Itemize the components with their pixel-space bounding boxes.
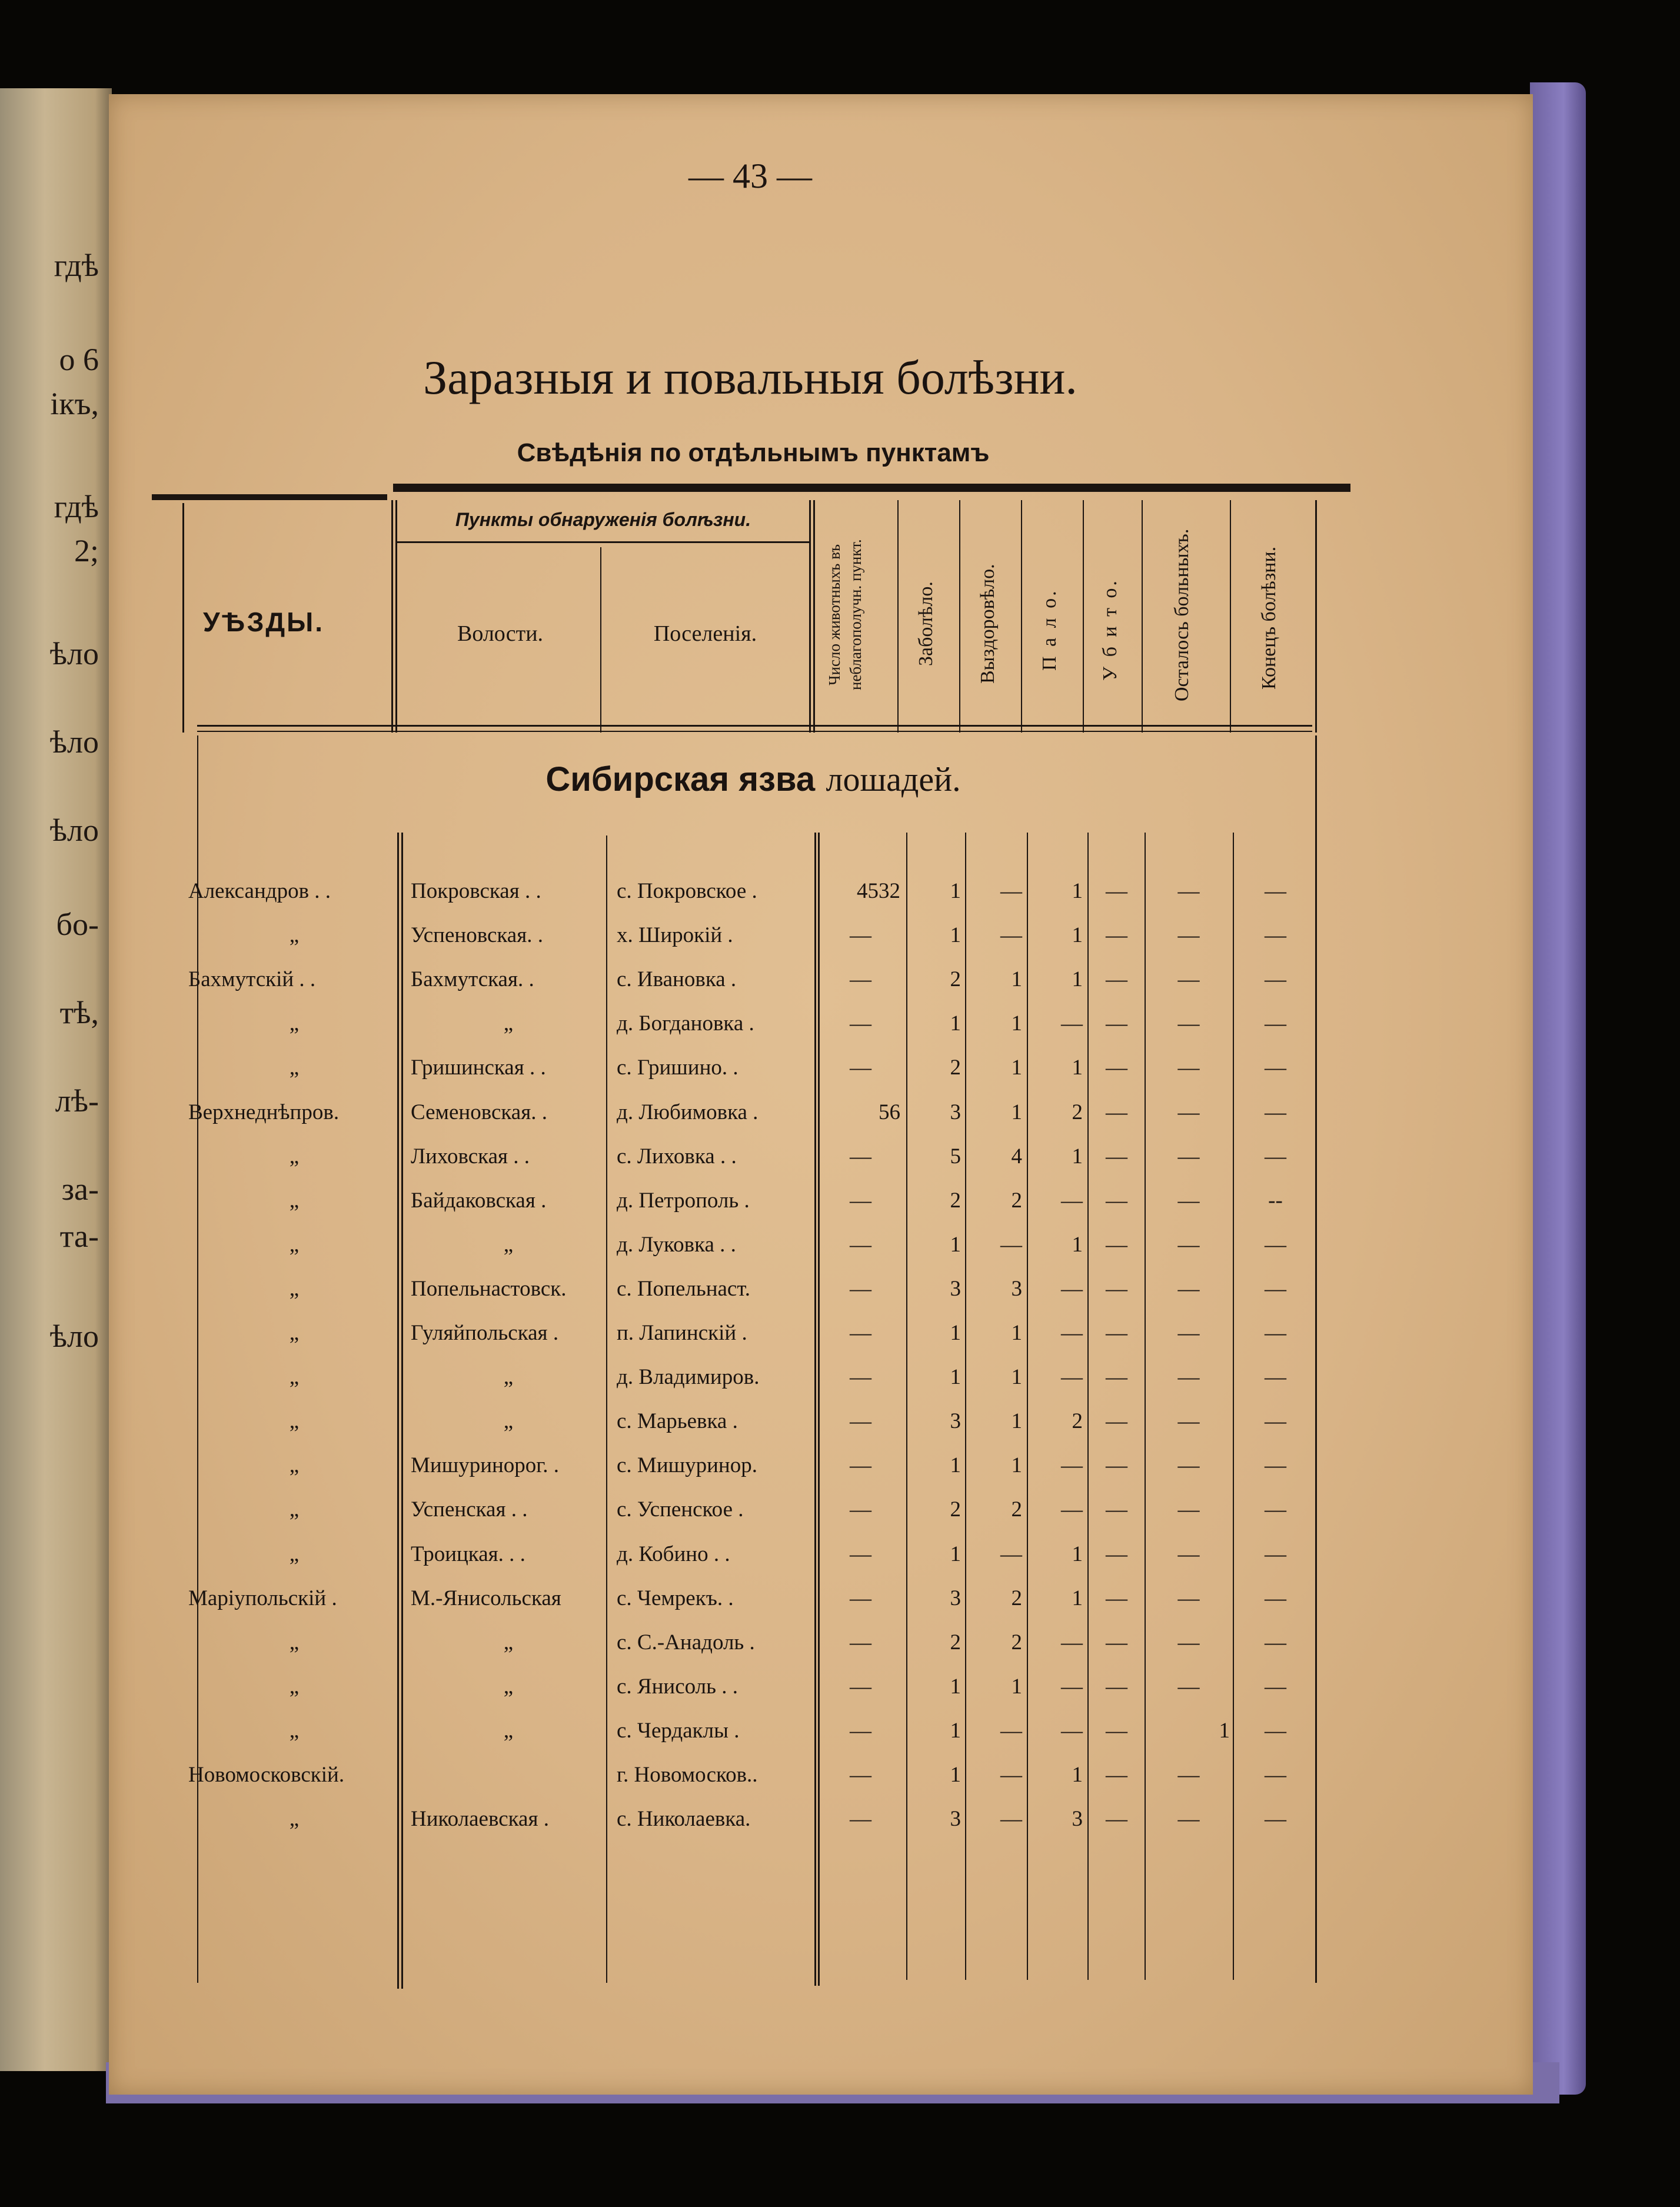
- table-row: [0, 1534, 1680, 1575]
- cell-ostalos: —: [1177, 1497, 1200, 1522]
- cell-vyzdorovelo: 1: [1011, 967, 1022, 992]
- cell-ubito: —: [1106, 1321, 1127, 1345]
- cell-konets: —: [1265, 1365, 1286, 1390]
- header-group-label: Пункты обнаруженія болѣзни.: [455, 509, 751, 530]
- cell-chislo: —: [850, 1542, 871, 1566]
- cell-vyzdorovelo: 1: [1011, 1453, 1022, 1478]
- cell-ostalos: —: [1177, 1542, 1200, 1566]
- cell-vyzdorovelo: —: [1000, 1807, 1022, 1832]
- header-vline: [809, 500, 811, 733]
- cell-volost: „: [503, 1674, 514, 1699]
- cell-zabolelo: 3: [950, 1276, 961, 1301]
- cell-poselenie: с. Ивановка .: [617, 967, 737, 992]
- cell-konets: —: [1265, 1497, 1286, 1522]
- table-row: [0, 1357, 1680, 1398]
- cell-uezd: Верхнеднѣпров.: [188, 1100, 340, 1124]
- cell-konets: —: [1265, 1718, 1286, 1743]
- cell-ostalos: —: [1177, 1188, 1200, 1213]
- table-row: [0, 1180, 1680, 1221]
- cell-konets: —: [1265, 1586, 1286, 1610]
- cell-ubito: —: [1106, 1232, 1127, 1257]
- cell-ubito: —: [1106, 923, 1127, 948]
- left-page-fragment: ікъ,: [50, 386, 99, 421]
- cell-ubito: —: [1106, 967, 1127, 992]
- table-row: [0, 1622, 1680, 1663]
- table-row: [0, 1578, 1680, 1619]
- cell-vyzdorovelo: 1: [1011, 1365, 1022, 1390]
- header-vline: [1230, 500, 1231, 733]
- cell-chislo: —: [850, 1276, 871, 1301]
- cell-uezd: „: [289, 1409, 300, 1434]
- cell-poselenie: д. Любимовка .: [617, 1100, 759, 1124]
- left-page-fragment: гдѣ: [54, 248, 99, 283]
- cell-uezd: „: [289, 1056, 300, 1080]
- table-row: [0, 1401, 1680, 1442]
- header-vline: [182, 503, 184, 733]
- left-page-fragment: гдѣ: [54, 489, 99, 524]
- cell-uezd: „: [289, 1011, 300, 1036]
- cell-konets: —: [1265, 1674, 1286, 1699]
- header-vline: [1083, 500, 1084, 733]
- cell-uezd: „: [289, 1542, 300, 1566]
- cell-ostalos: —: [1177, 879, 1200, 903]
- cell-ostalos: —: [1177, 1365, 1200, 1390]
- cell-vyzdorovelo: —: [1000, 1232, 1022, 1257]
- table-row: [0, 1710, 1680, 1752]
- cell-ubito: —: [1106, 1453, 1127, 1478]
- cell-volost: Троицкая. . .: [411, 1542, 525, 1566]
- cell-zabolelo: 1: [950, 1011, 961, 1036]
- cell-uezd: „: [289, 923, 300, 948]
- cell-zabolelo: 1: [950, 1763, 961, 1787]
- cell-palo: —: [1061, 1011, 1083, 1036]
- left-page-fragment: тѣ,: [59, 995, 99, 1030]
- cell-konets: —: [1265, 1453, 1286, 1478]
- header-vline: [1142, 500, 1143, 733]
- cell-ubito: —: [1106, 1365, 1127, 1390]
- header-poseleniya: Поселенія.: [653, 621, 757, 646]
- table-row: [0, 871, 1680, 912]
- cell-volost: Успенская . .: [411, 1497, 528, 1522]
- cell-ubito: —: [1106, 879, 1127, 903]
- left-page-fragment: 2;: [74, 533, 99, 568]
- cell-volost: „: [503, 1409, 514, 1434]
- cell-volost: Мишуринорог. .: [411, 1453, 560, 1478]
- cell-poselenie: с. Успенское .: [617, 1497, 744, 1522]
- left-page-fragment: ѣло: [49, 813, 99, 848]
- cell-ubito: —: [1106, 1807, 1127, 1832]
- cell-ostalos: —: [1177, 1674, 1200, 1699]
- header-volosti: Волости.: [457, 621, 544, 646]
- cell-vyzdorovelo: 3: [1011, 1276, 1022, 1301]
- cell-poselenie: с. Николаевка.: [617, 1807, 751, 1832]
- cell-volost: Байдаковская .: [411, 1188, 547, 1213]
- cell-palo: 1: [1072, 1056, 1083, 1080]
- cell-ubito: —: [1106, 1497, 1127, 1522]
- cell-vyzdorovelo: 1: [1011, 1674, 1022, 1699]
- cell-volost: „: [503, 1011, 514, 1036]
- cell-vyzdorovelo: 4: [1011, 1144, 1022, 1169]
- header-chislo: [824, 509, 889, 721]
- cell-uezd: „: [289, 1365, 300, 1390]
- header-vline: [391, 500, 393, 733]
- cell-chislo: —: [850, 1497, 871, 1522]
- cell-poselenie: д. Кобино . .: [617, 1542, 730, 1566]
- cell-palo: —: [1061, 1497, 1083, 1522]
- cell-poselenie: д. Владимиров.: [617, 1365, 760, 1390]
- header-vline: [1021, 500, 1022, 733]
- table-row: [0, 1047, 1680, 1088]
- cell-zabolelo: 1: [950, 1365, 961, 1390]
- cell-volost: Успеновская. .: [411, 923, 543, 948]
- cell-uezd: Маріупольскій .: [188, 1586, 337, 1610]
- cell-konets: —: [1265, 1321, 1286, 1345]
- cell-chislo: —: [850, 1630, 871, 1655]
- cell-konets: —: [1265, 1763, 1286, 1787]
- cell-vyzdorovelo: 1: [1011, 1409, 1022, 1434]
- cell-volost: Гришинская . .: [411, 1056, 546, 1080]
- cell-poselenie: с. Чемрекъ. .: [617, 1586, 734, 1610]
- cell-uezd: Александров . .: [188, 879, 331, 903]
- header-chislo-line2: неблагополучн. пункт.: [847, 539, 864, 691]
- cell-konets: —: [1265, 1232, 1286, 1257]
- table-row: [0, 1445, 1680, 1486]
- left-page-fragment: о 6: [59, 342, 99, 377]
- cell-ostalos: 1: [1219, 1718, 1230, 1743]
- cell-konets: —: [1265, 1276, 1286, 1301]
- table-row: [0, 959, 1680, 1000]
- cell-ostalos: —: [1177, 1409, 1200, 1434]
- cell-konets: —: [1265, 1409, 1286, 1434]
- cell-chislo: —: [850, 1586, 871, 1610]
- cell-volost: „: [503, 1365, 514, 1390]
- cell-palo: 1: [1072, 1763, 1083, 1787]
- cell-ubito: —: [1106, 1586, 1127, 1610]
- cell-vyzdorovelo: —: [1000, 1763, 1022, 1787]
- cell-ostalos: —: [1177, 967, 1200, 992]
- cell-poselenie: х. Широкій .: [617, 923, 733, 948]
- table-row: [0, 1224, 1680, 1266]
- header-vline: [1315, 500, 1317, 733]
- cell-poselenie: п. Лапинскій .: [617, 1321, 747, 1345]
- left-page-fragment: та-: [59, 1219, 99, 1254]
- cell-vyzdorovelo: —: [1000, 923, 1022, 948]
- cell-vyzdorovelo: 2: [1011, 1497, 1022, 1522]
- cell-zabolelo: 1: [950, 1718, 961, 1743]
- header-vline: [897, 500, 899, 733]
- section-heading: [412, 759, 1095, 799]
- cell-palo: 1: [1072, 879, 1083, 903]
- cell-vyzdorovelo: 1: [1011, 1056, 1022, 1080]
- table-row: [0, 1489, 1680, 1530]
- cell-uezd: „: [289, 1276, 300, 1301]
- table-row: [0, 1269, 1680, 1310]
- table-row: [0, 915, 1680, 956]
- cell-poselenie: с. Янисоль . .: [617, 1674, 738, 1699]
- cell-volost: Лиховская . .: [411, 1144, 530, 1169]
- cell-zabolelo: 1: [950, 923, 961, 948]
- cell-palo: 1: [1072, 1144, 1083, 1169]
- cell-chislo: —: [850, 923, 871, 948]
- left-page-fragment: ѣло: [49, 636, 99, 671]
- header-ubito: У б и т о.: [1099, 578, 1121, 681]
- cell-uezd: „: [289, 1497, 300, 1522]
- cell-palo: 1: [1072, 967, 1083, 992]
- header-konets: Конецъ болѣзни.: [1258, 546, 1280, 690]
- cell-zabolelo: 1: [950, 1542, 961, 1566]
- header-vline: [395, 500, 397, 733]
- cell-vyzdorovelo: 1: [1011, 1321, 1022, 1345]
- cell-ostalos: —: [1177, 1232, 1200, 1257]
- cell-palo: —: [1061, 1630, 1083, 1655]
- cell-zabolelo: 5: [950, 1144, 961, 1169]
- cell-volost: Николаевская .: [411, 1807, 549, 1832]
- cell-konets: —: [1265, 1542, 1286, 1566]
- page-subtitle: Свѣдѣнія по отдѣльнымъ пунктамъ: [517, 438, 990, 467]
- cell-vyzdorovelo: 2: [1011, 1630, 1022, 1655]
- cell-palo: 3: [1072, 1807, 1083, 1832]
- cell-volost: Покровская . .: [411, 879, 541, 903]
- cell-zabolelo: 1: [950, 1674, 961, 1699]
- left-page-fragment: бо-: [56, 907, 99, 942]
- cell-zabolelo: 2: [950, 1056, 961, 1080]
- cell-ubito: —: [1106, 1188, 1127, 1213]
- cell-poselenie: с. Марьевка .: [617, 1409, 738, 1434]
- cell-palo: 2: [1072, 1100, 1083, 1124]
- cell-poselenie: с. Покровское .: [617, 879, 757, 903]
- cell-zabolelo: 1: [950, 1453, 961, 1478]
- cell-poselenie: д. Луковка . .: [617, 1232, 736, 1257]
- header-uezdy: УѢЗДЫ.: [203, 607, 324, 637]
- cell-poselenie: с. Лиховка . .: [617, 1144, 737, 1169]
- cell-palo: 1: [1072, 1232, 1083, 1257]
- header-vline: [813, 500, 815, 733]
- cell-zabolelo: 2: [950, 967, 961, 992]
- cell-vyzdorovelo: 2: [1011, 1188, 1022, 1213]
- cell-uezd: „: [289, 1630, 300, 1655]
- cell-chislo: —: [850, 1321, 871, 1345]
- section-heading-normal: лошадей.: [826, 760, 961, 798]
- cell-vyzdorovelo: —: [1000, 1542, 1022, 1566]
- left-page-fragment: за-: [61, 1171, 99, 1207]
- cell-chislo: —: [850, 1718, 871, 1743]
- cell-zabolelo: 2: [950, 1497, 961, 1522]
- cell-volost: М.-Янисольская: [411, 1586, 561, 1610]
- cell-volost: „: [503, 1718, 514, 1743]
- page-title: Заразныя и повальныя болѣзни.: [423, 351, 1077, 404]
- cell-chislo: —: [850, 967, 871, 992]
- cell-konets: --: [1268, 1188, 1283, 1213]
- cell-chislo: —: [850, 1453, 871, 1478]
- cell-zabolelo: 2: [950, 1630, 961, 1655]
- cell-konets: —: [1265, 1011, 1286, 1036]
- header-zabolelo: Заболѣло.: [915, 581, 937, 666]
- cell-vyzdorovelo: —: [1000, 879, 1022, 903]
- cell-zabolelo: 3: [950, 1409, 961, 1434]
- cell-poselenie: с. Чердаклы .: [617, 1718, 740, 1743]
- cell-palo: —: [1061, 1453, 1083, 1478]
- table-row: [0, 1666, 1680, 1707]
- cell-poselenie: г. Новомосков..: [617, 1763, 758, 1787]
- cell-ostalos: —: [1177, 1453, 1200, 1478]
- cell-konets: —: [1265, 1807, 1286, 1832]
- cell-ubito: —: [1106, 1409, 1127, 1434]
- cell-vyzdorovelo: —: [1000, 1718, 1022, 1743]
- cell-vyzdorovelo: 1: [1011, 1011, 1022, 1036]
- cell-chislo: —: [850, 1409, 871, 1434]
- left-page-fragment: ѣло: [49, 1319, 99, 1354]
- cell-uezd: Бахмутскій . .: [188, 967, 316, 992]
- group-underline: [397, 541, 809, 543]
- header-vline: [959, 500, 960, 733]
- cell-chislo: —: [850, 1365, 871, 1390]
- header-bottom-rule-2: [197, 731, 1312, 732]
- cell-uezd: „: [289, 1453, 300, 1478]
- cell-zabolelo: 3: [950, 1807, 961, 1832]
- header-palo: П а л о.: [1039, 588, 1060, 671]
- cell-zabolelo: 3: [950, 1100, 961, 1124]
- cell-chislo: —: [850, 1188, 871, 1213]
- cell-konets: —: [1265, 1630, 1286, 1655]
- cell-ubito: —: [1106, 1144, 1127, 1169]
- cell-poselenie: д. Петрополь .: [617, 1188, 750, 1213]
- cell-chislo: —: [850, 1807, 871, 1832]
- cell-ostalos: —: [1177, 1630, 1200, 1655]
- cell-palo: —: [1061, 1276, 1083, 1301]
- cell-poselenie: с. Гришино. .: [617, 1056, 738, 1080]
- cell-palo: 1: [1072, 1586, 1083, 1610]
- cell-palo: —: [1061, 1321, 1083, 1345]
- cell-ostalos: —: [1177, 1586, 1200, 1610]
- cell-chislo: —: [850, 1763, 871, 1787]
- header-top-rule-left: [152, 494, 387, 500]
- page-number: — 43 —: [688, 157, 812, 195]
- cell-konets: —: [1265, 1100, 1286, 1124]
- cell-ostalos: —: [1177, 1100, 1200, 1124]
- cell-uezd: „: [289, 1321, 300, 1345]
- table-row: [0, 1755, 1680, 1796]
- cell-chislo: —: [850, 1674, 871, 1699]
- cell-vyzdorovelo: 2: [1011, 1586, 1022, 1610]
- cell-uezd: „: [289, 1674, 300, 1699]
- cell-volost: „: [503, 1630, 514, 1655]
- cell-konets: —: [1265, 923, 1286, 948]
- cell-palo: 1: [1072, 923, 1083, 948]
- cell-ubito: —: [1106, 1763, 1127, 1787]
- cell-poselenie: д. Богдановка .: [617, 1011, 754, 1036]
- cell-chislo: —: [850, 1011, 871, 1036]
- cell-palo: —: [1061, 1674, 1083, 1699]
- header-bottom-rule: [197, 725, 1312, 727]
- cell-ostalos: —: [1177, 1276, 1200, 1301]
- cell-ubito: —: [1106, 1056, 1127, 1080]
- table-row: [0, 1092, 1680, 1133]
- cell-ostalos: —: [1177, 1144, 1200, 1169]
- header-top-rule-right: [393, 484, 1350, 492]
- cell-chislo: —: [850, 1232, 871, 1257]
- cell-chislo: 4532: [857, 879, 900, 903]
- cell-ubito: —: [1106, 1011, 1127, 1036]
- cell-zabolelo: 1: [950, 1321, 961, 1345]
- header-ostalos: Осталось больныхъ.: [1171, 528, 1193, 701]
- cell-volost: [411, 1755, 606, 1796]
- cell-uezd: „: [289, 1718, 300, 1743]
- cell-poselenie: с. Мишуринор.: [617, 1453, 757, 1478]
- cell-volost: Гуляйпольская .: [411, 1321, 559, 1345]
- table-row: [0, 1313, 1680, 1354]
- cell-ubito: —: [1106, 1276, 1127, 1301]
- cell-ostalos: —: [1177, 1807, 1200, 1832]
- cell-ubito: —: [1106, 1718, 1127, 1743]
- cell-konets: —: [1265, 879, 1286, 903]
- header-vyzdorovelo: Выздоровѣло.: [977, 564, 999, 684]
- cell-konets: —: [1265, 1144, 1286, 1169]
- cell-uezd: Новомосковскій.: [188, 1763, 345, 1787]
- cell-volost: „: [503, 1232, 514, 1257]
- cell-zabolelo: 1: [950, 879, 961, 903]
- cell-palo: 1: [1072, 1542, 1083, 1566]
- cell-ubito: —: [1106, 1674, 1127, 1699]
- cell-volost: Попельнастовск.: [411, 1276, 567, 1301]
- cell-vyzdorovelo: 1: [1011, 1100, 1022, 1124]
- cell-zabolelo: 3: [950, 1586, 961, 1610]
- left-page-fragment: лѣ-: [55, 1083, 99, 1119]
- cell-palo: —: [1061, 1188, 1083, 1213]
- table-row: [0, 1136, 1680, 1177]
- cell-uezd: „: [289, 1188, 300, 1213]
- cell-zabolelo: 1: [950, 1232, 961, 1257]
- cell-palo: —: [1061, 1718, 1083, 1743]
- cell-volost: Бахмутская. .: [411, 967, 534, 992]
- cell-ubito: —: [1106, 1100, 1127, 1124]
- cell-ostalos: —: [1177, 1321, 1200, 1345]
- cell-chislo: 56: [879, 1100, 900, 1124]
- cell-ubito: —: [1106, 1542, 1127, 1566]
- cell-chislo: —: [850, 1144, 871, 1169]
- table-row: [0, 1003, 1680, 1044]
- cell-zabolelo: 2: [950, 1188, 961, 1213]
- left-page-fragment: ѣло: [49, 724, 99, 760]
- cell-palo: —: [1061, 1365, 1083, 1390]
- cell-poselenie: с. С.-Анадоль .: [617, 1630, 755, 1655]
- cell-ubito: —: [1106, 1630, 1127, 1655]
- section-heading-bold: Сибирская язва: [545, 760, 816, 798]
- cell-uezd: „: [289, 1144, 300, 1169]
- cell-uezd: „: [289, 1807, 300, 1832]
- cell-ostalos: —: [1177, 1763, 1200, 1787]
- header-chislo-line1: Число животныхъ въ: [826, 544, 843, 686]
- cell-ostalos: —: [1177, 923, 1200, 948]
- table-row: [0, 1799, 1680, 1840]
- cell-uezd: „: [289, 1232, 300, 1257]
- cell-poselenie: с. Попельнаст.: [617, 1276, 750, 1301]
- cell-ostalos: —: [1177, 1011, 1200, 1036]
- cell-konets: —: [1265, 967, 1286, 992]
- cell-volost: Семеновская. .: [411, 1100, 547, 1124]
- cell-chislo: —: [850, 1056, 871, 1080]
- cell-palo: 2: [1072, 1409, 1083, 1434]
- cell-ostalos: —: [1177, 1056, 1200, 1080]
- cell-konets: —: [1265, 1056, 1286, 1080]
